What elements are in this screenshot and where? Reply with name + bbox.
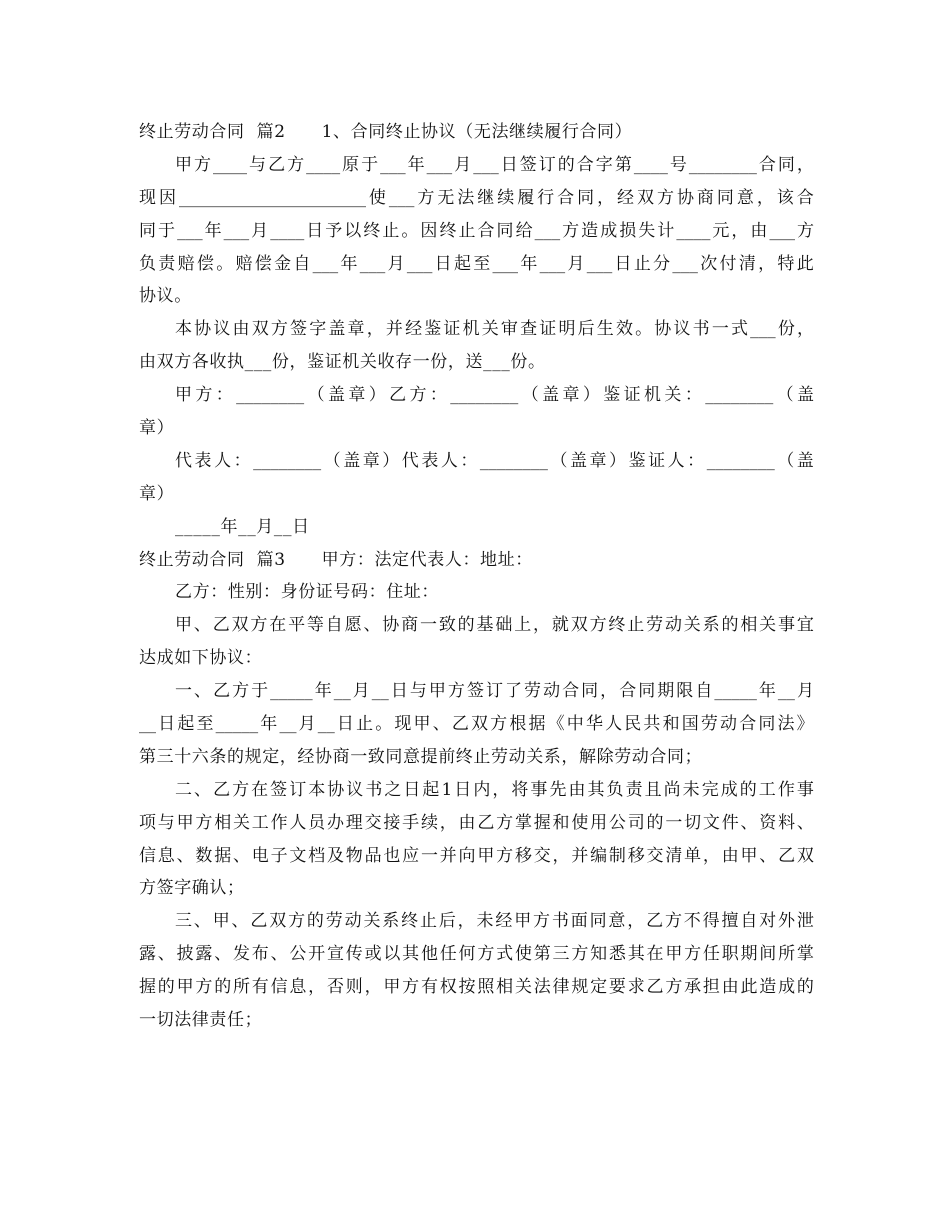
- text-line: 现 因 ______________________ 使 ___ 方 无 法 继 续 履 行 合 同 ， 经 双 方 协 商 同 意 ， 该 合: [139, 187, 814, 208]
- text-line: 露 、 披 露 、 发 布 、 公 开 宣 传 或 以 其 他 任 何 方 式 使 第 三 方 知 悉 其 在 甲 方 任 职 期 间 所 掌: [139, 944, 814, 965]
- text-line: 一切法律责任；: [139, 1010, 263, 1031]
- text-line: 负 责 赔 偿 。 赔 偿 金 自 ___ 年 ___ 月 ___ 日 起 至 ___ 年 ___ 月 ___ 日 止 分 ___ 次 付 清 ， 特 此: [139, 253, 814, 274]
- text-line: 甲 方 ____ 与 乙 方 ____ 原 于 ___ 年 ___ 月 ___ 日 签 订 的 合 字 第 ____ 号 ________ 合 同 ，: [175, 154, 814, 175]
- text-line: 协议。: [139, 286, 192, 307]
- text-line: 甲 方 ： ________ （ 盖 章 ） 乙 方 ： ________ （ 盖 章 ） 鉴 证 机 关 ： ________ （ 盖: [175, 385, 814, 406]
- text-line: 握 的 甲 方 的 所 有 信 息 ， 否 则 ， 甲 方 有 权 按 照 相 关 法 律 规 定 要 求 乙 方 承 担 由 此 造 成 的: [139, 977, 814, 998]
- text-line: __ 日 起 至 _____ 年 __ 月 __ 日 止 。 现 甲 、 乙 双 方 根 据 《 中 华 人 民 共 和 国 劳 动 合 同 法 》: [139, 714, 814, 735]
- text-line: 由双方各收执___份，鉴证机关收存一份，送___份。: [139, 352, 546, 373]
- text-line: 达成如下协议：: [139, 648, 263, 669]
- text-line: 章）: [139, 418, 175, 439]
- text-line: 本 协 议 由 双 方 签 字 盖 章 ， 并 经 鉴 证 机 关 审 查 证 明 后 生 效 。 协 议 书 一 式 ___ 份 ，: [175, 319, 814, 340]
- text-line: 乙方：性别：身份证号码：住址：: [175, 582, 439, 603]
- document-body: [139, 116, 814, 1037]
- text-line: 方签字确认；: [139, 878, 245, 899]
- text-line: 同 于 ___ 年 ___ 月 ____ 日 予 以 终 止 。 因 终 止 合 同 给 ___ 方 造 成 损 失 计 ____ 元 ， 由 ___ 方: [139, 220, 814, 241]
- text-line: _____年__月__日: [175, 516, 310, 537]
- text-line: 代 表 人 ： ________ （ 盖 章 ） 代 表 人 ： ________ （ 盖 章 ） 鉴 证 人 ： ________ （ 盖: [175, 450, 814, 471]
- text-line: 章）: [139, 483, 175, 504]
- text-line: 第三十六条的规定，经协商一致同意提前终止劳动关系，解除劳动合同；: [139, 746, 703, 767]
- text-line: 一 、 乙 方 于 _____ 年 __ 月 __ 日 与 甲 方 签 订 了 劳 动 合 同 ， 合 同 期 限 自 _____ 年 __ 月: [175, 681, 814, 702]
- text-line: 项 与 甲 方 相 关 工 作 人 员 办 理 交 接 手 续 ， 由 乙 方 掌 握 和 使 用 公 司 的 一 切 文 件 、 资 料 、: [139, 812, 814, 833]
- text-line: 甲 、 乙 双 方 在 平 等 自 愿 、 协 商 一 致 的 基 础 上 ， 就 双 方 终 止 劳 动 关 系 的 相 关 事 宜: [175, 615, 814, 636]
- text-line: 终止劳动合同 篇2 1、合同终止协议（无法继续履行合同）: [139, 122, 633, 142]
- text-line: 三 、 甲 、 乙 双 方 的 劳 动 关 系 终 止 后 ， 未 经 甲 方 书 面 同 意 ， 乙 方 不 得 擅 自 对 外 泄: [175, 911, 814, 932]
- text-line: 终止劳动合同 篇3 甲方：法定代表人：地址：: [139, 549, 533, 570]
- text-line: 二 、 乙 方 在 签 订 本 协 议 书 之 日 起 1 日 内 ， 将 事 先 由 其 负 责 且 尚 未 完 成 的 工 作 事: [175, 779, 814, 800]
- text-line: 信 息 、 数 据 、 电 子 文 档 及 物 品 也 应 一 并 向 甲 方 移 交 ， 并 编 制 移 交 清 单 ， 由 甲 、 乙 双: [139, 845, 814, 866]
